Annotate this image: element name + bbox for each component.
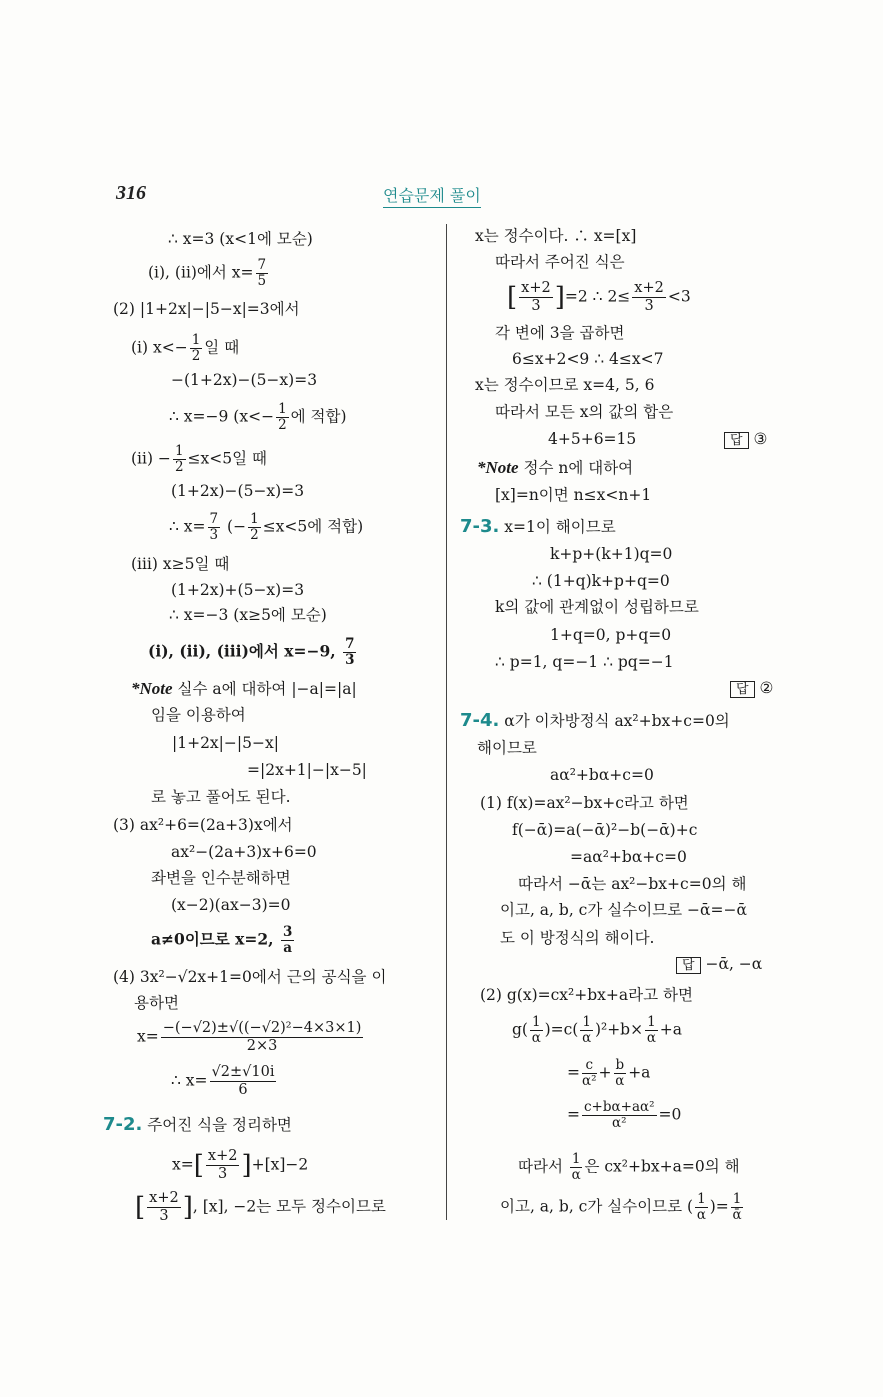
text-line: 따라서 모든 x의 값의 합은 (495, 403, 674, 421)
text-line: |1+2x|−|5−x| (172, 734, 279, 752)
text-line: = $\frac{c}{\text{α²}}$ + $\frac{b}{\alpha}$ +a (567, 1057, 651, 1089)
problem-label-7-4: 7-4. (460, 710, 500, 731)
answer-label: 답 (676, 957, 701, 974)
text-line: (1+2x)−(5−x)=3 (171, 482, 305, 500)
note-label: *Note (131, 679, 173, 698)
answer-tag: 답 ② (730, 678, 773, 698)
text-line: *Note 정수 n에 대하여 (477, 458, 634, 477)
text-line: = $\frac{\text{c+bα+aα²}}{\text{α²}}$ =0 (567, 1099, 682, 1131)
text-line: (4) 3x²−√2x+1=0에서 근의 공식을 이 (113, 968, 387, 986)
text-line: 이고, a, b, c가 실수이므로 −ᾱ=−ᾱ (500, 901, 747, 919)
text-line: 해이므로 (477, 739, 537, 757)
text-line: ∴ x=−3 (x≥5에 모순) (169, 606, 327, 624)
text-line: ∴ p=1, q=−1 ∴ pq=−1 (495, 653, 674, 671)
text-line: f(−ᾱ)=a(−ᾱ)²−b(−ᾱ)+c (512, 821, 698, 839)
column-divider (446, 224, 447, 1220)
text-line: x는 정수이므로 x=4, 5, 6 (475, 376, 655, 394)
text-line: k의 값에 관계없이 성립하므로 (495, 598, 699, 616)
text-line: g( $\frac{1}{\alpha}$ )=c( $\frac{1}{\alpha}$ )²+b× $\frac{1}{\alpha}$ +a (512, 1014, 682, 1046)
text-line: −(1+2x)−(5−x)=3 (171, 371, 318, 389)
text-line: x는 정수이다. ∴ x=[x] (475, 227, 637, 245)
text-line: 임을 이용하여 (151, 706, 246, 724)
text-line: (ⅰ) x<− $\frac{1}{2}$ 일 때 (131, 332, 240, 364)
text-line: 좌변을 인수분해하면 (151, 869, 291, 887)
page-number: 316 (116, 182, 146, 204)
text-line: 7-3. x=1이 해이므로 (460, 516, 616, 537)
text-line: 4+5+6=15 (548, 430, 637, 448)
text-line: 1+q=0, p+q=0 (550, 626, 672, 644)
text-line: ∴ x= $\frac{√2\pm√10i}{6}$ (171, 1064, 275, 1098)
text-line: (ⅱ) − $\frac{1}{2}$ ≤x<5일 때 (131, 443, 267, 475)
text-line: (x−2)(ax−3)=0 (171, 896, 291, 914)
text-line: (1) f(x)=ax²−bx+c라고 하면 (480, 794, 689, 812)
text-line: (ⅰ), (ⅱ), (ⅲ)에서 x=−9, $\frac{7}{3}$ (148, 636, 355, 668)
text-line: 각 변에 3을 곱하면 (495, 324, 625, 342)
text-line: *Note 실수 a에 대하여 |−a|=|a| (131, 679, 357, 698)
text-line: =|2x+1|−|x−5| (247, 761, 367, 779)
text-line: 용하면 (134, 994, 179, 1012)
text-line: (ⅰ), (ⅱ)에서 x= $\frac{7}{5}$ (148, 257, 267, 289)
text-line: aα²+bα+c=0 (550, 766, 654, 784)
text-line: (2) |1+2x|−|5−x|=3에서 (113, 300, 300, 318)
text-line: ax²−(2a+3)x+6=0 (171, 843, 317, 861)
text-line: 6≤x+2<9 ∴ 4≤x<7 (512, 350, 664, 368)
answer-tag: 답 ③ (724, 429, 767, 449)
text-line: 따라서 −ᾱ는 ax²−bx+c=0의 해 (518, 875, 747, 893)
text-line: [ $\frac{x+2}{3}$ ], [x], −2는 모두 정수이므로 (135, 1190, 386, 1224)
text-line: [ $\frac{x+2}{3}$ ]=2 ∴ 2≤ $\frac{x+2}{3}$ <3 (507, 280, 691, 314)
problem-label-7-2: 7-2. (103, 1114, 143, 1135)
text-line: [x]=n이면 n≤x<n+1 (495, 486, 652, 504)
text-line: (ⅲ) x≥5일 때 (131, 555, 230, 573)
text-line: 도 이 방정식의 해이다. (500, 929, 655, 947)
text-line: 로 놓고 풀어도 된다. (151, 788, 291, 806)
text-line: a≠0이므로 x=2, $\frac{3}{a}$ (151, 924, 293, 956)
text-line: (2) g(x)=cx²+bx+a라고 하면 (480, 986, 693, 1004)
text-line: k+p+(k+1)q=0 (550, 545, 673, 563)
text-line: 이고, a, b, c가 실수이므로 ( $\frac{1}{\alpha}$ )= $\frac{1}{\text{ᾱ}}$ (500, 1191, 742, 1223)
note-label: *Note (477, 458, 519, 477)
problem-label-7-3: 7-3. (460, 516, 500, 537)
text-line: 따라서 주어진 식은 (495, 253, 625, 271)
section-title: 연습문제 풀이 (383, 183, 481, 208)
answer-label: 답 (730, 681, 755, 698)
text-line: x= $\frac{\text{−(−√2)±√((−√2)²−4×3×1)}}{2\times 3}$ (137, 1020, 362, 1054)
text-line: ∴ (1+q)k+p+q=0 (532, 572, 670, 590)
text-line: =aα²+bα+c=0 (570, 848, 687, 866)
text-line: ∴ x=−9 (x<− $\frac{1}{2}$ 에 적합) (169, 401, 347, 433)
text-line: ∴ x=3 (x<1에 모순) (168, 230, 313, 248)
answer-tag: 답 −ᾱ, −α (676, 954, 762, 974)
answer-label: 답 (724, 432, 749, 449)
text-line: (1+2x)+(5−x)=3 (171, 581, 305, 599)
text-line: (3) ax²+6=(2a+3)x에서 (113, 816, 293, 834)
text-line: ∴ x= $\frac{7}{3}$ (− $\frac{1}{2}$ ≤x<5에 적합) (169, 511, 364, 543)
text-line: 따라서 $\frac{1}{\alpha}$ 은 cx²+bx+a=0의 해 (518, 1151, 740, 1183)
text-line: 7-4. α가 이차방정식 ax²+bx+c=0의 (460, 710, 730, 731)
text-line: x=[ $\frac{x+2}{3}$ ]+[x]−2 (172, 1148, 309, 1182)
text-line: 7-2. 주어진 식을 정리하면 (103, 1114, 292, 1135)
